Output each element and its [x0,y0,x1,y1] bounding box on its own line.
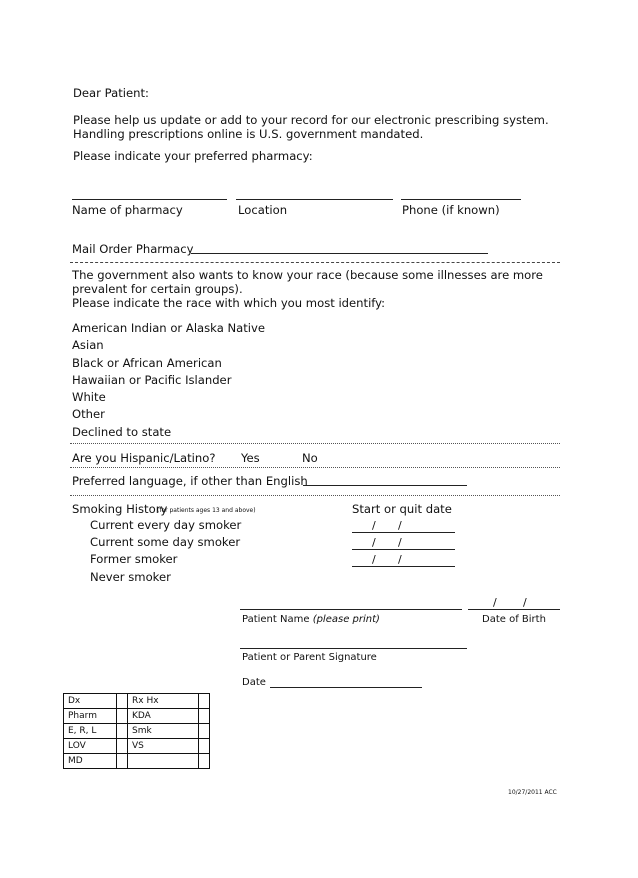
pharmacy-prompt: Please indicate your preferred pharmacy: [73,149,313,163]
section-divider [70,467,560,468]
pharmacy-phone-line[interactable] [401,199,521,200]
section-divider [70,443,560,444]
grid-check-cell[interactable] [199,739,210,754]
race-option[interactable]: Hawaiian or Pacific Islander [72,373,232,387]
grid-label: VS [128,739,199,754]
please-print-note: (please print) [312,614,380,625]
grid-check-cell[interactable] [199,709,210,724]
grid-check-cell[interactable] [117,724,128,739]
hispanic-no-option[interactable]: No [302,451,318,465]
grid-check-cell[interactable] [117,754,128,769]
grid-check-cell[interactable] [199,694,210,709]
patient-name-label: Patient Name (please print) [242,614,380,625]
table-row [64,709,210,724]
date-of-birth-label: Date of Birth [482,614,546,625]
race-option[interactable]: White [72,390,106,404]
patient-name-line[interactable] [240,609,462,610]
grid-label [128,754,199,769]
table-row [64,754,210,769]
race-option[interactable]: Black or African American [72,356,222,370]
smoking-date-header: Start or quit date [352,502,452,516]
pharmacy-name-line[interactable] [72,199,227,200]
signature-label: Patient or Parent Signature [242,652,377,663]
language-label: Preferred language, if other than English [72,474,308,488]
grid-check-cell[interactable] [117,709,128,724]
smoking-option[interactable]: Current every day smoker [90,518,242,532]
intro-line-1: Please help us update or add to your record for our electronic prescribing system. [73,113,549,127]
race-option[interactable]: Other [72,407,105,421]
grid-check-cell[interactable] [117,739,128,754]
pharmacy-location-label: Location [238,203,288,217]
smoking-option[interactable]: Current some day smoker [90,535,241,549]
table-row [64,739,210,754]
grid-label: E, R, L [64,724,117,739]
office-use-grid [63,693,210,769]
race-option[interactable]: Asian [72,338,104,352]
section-divider [70,495,560,496]
section-divider [70,262,560,263]
grid-check-cell[interactable] [117,694,128,709]
grid-label: MD [64,754,117,769]
table-row [64,724,210,739]
grid-label: Smk [128,724,199,739]
greeting: Dear Patient: [73,86,149,100]
race-option[interactable]: American Indian or Alaska Native [72,321,266,335]
smoking-age-note: (for patients ages 13 and above) [157,507,256,514]
pharmacy-phone-label: Phone (if known) [402,203,500,217]
intro-line-2: Handling prescriptions online is U.S. government mandated. [73,127,424,141]
signature-line[interactable] [240,648,467,649]
grid-label: Dx [64,694,117,709]
language-line[interactable] [303,485,467,486]
grid-label: Rx Hx [128,694,199,709]
grid-label: LOV [64,739,117,754]
signature-date-label: Date [242,677,266,688]
smoking-option[interactable]: Former smoker [90,552,178,566]
smoking-option[interactable]: Never smoker [90,570,171,584]
race-intro-line-1: The government also wants to know your race (because some illnesses are more [72,268,543,282]
signature-date-line[interactable] [270,687,422,688]
table-row [64,694,210,709]
mail-order-line[interactable] [191,253,488,254]
race-intro-line-2: prevalent for certain groups). [72,282,243,296]
grid-label: Pharm [64,709,117,724]
grid-label: KDA [128,709,199,724]
hispanic-question: Are you Hispanic/Latino? [72,451,216,465]
form-date-footer: 10/27/2011 ACC [508,789,557,796]
hispanic-yes-option[interactable]: Yes [241,451,260,465]
pharmacy-location-line[interactable] [236,199,393,200]
race-option[interactable]: Declined to state [72,425,172,439]
grid-check-cell[interactable] [199,754,210,769]
grid-check-cell[interactable] [199,724,210,739]
mail-order-label: Mail Order Pharmacy [72,242,194,256]
pharmacy-name-label: Name of pharmacy [72,203,183,217]
race-prompt: Please indicate the race with which you most identify: [72,296,386,310]
smoking-title: Smoking History [72,502,168,516]
